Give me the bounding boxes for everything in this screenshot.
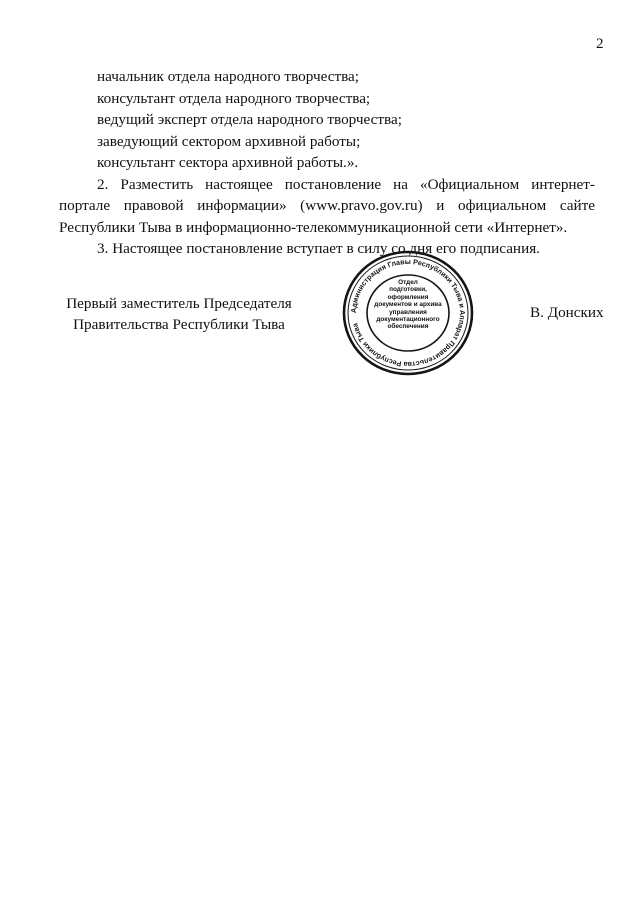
signatory-position-line1: Первый заместитель Председателя [66,295,292,312]
seal-center-line: документационного [376,316,440,324]
page-number: 2 [596,36,604,52]
seal-center-line: подготовки, [389,286,427,294]
seal-center-line: обеспечения [387,323,429,331]
document-body [59,66,595,260]
list-item-5: консультант сектора архивной работы.». [97,154,359,171]
seal-ring-text: Администрация Главы Республики Тыва и Аппарат Правительства Республики Тыва [348,256,468,370]
list-item-3: ведущий эксперт отдела народного творчества; [97,111,402,128]
seal-center-text [369,279,447,331]
signatory-position [59,293,299,335]
list-item-2: консультант отдела народного творчества; [97,89,371,107]
seal-center-line: документов и архива [374,301,442,309]
paragraph-publication: 2. Разместить настоящее постановление на «Официальном интернет-портале правовой информации» (www.pravo.gov.ru) и официальном сайте Республики Тыва в информационно-телекоммуникационной сети «Интернет». [59,175,595,236]
paragraph-effective: 3. Настоящее постановление вступает в силу со дня его подписания. [97,240,540,257]
seal-center-line: оформления [387,293,429,301]
signatory-position-line2: Правительства Республики Тыва [73,316,285,333]
list-item-1: начальник отдела народного творчества; [97,68,360,85]
list-item-4: заведующий сектором архивной работы; [97,132,361,150]
seal-center-line: Отдел [398,279,418,286]
signatory-name: В. Донских [530,304,604,321]
seal-center-line: управления [389,308,427,316]
